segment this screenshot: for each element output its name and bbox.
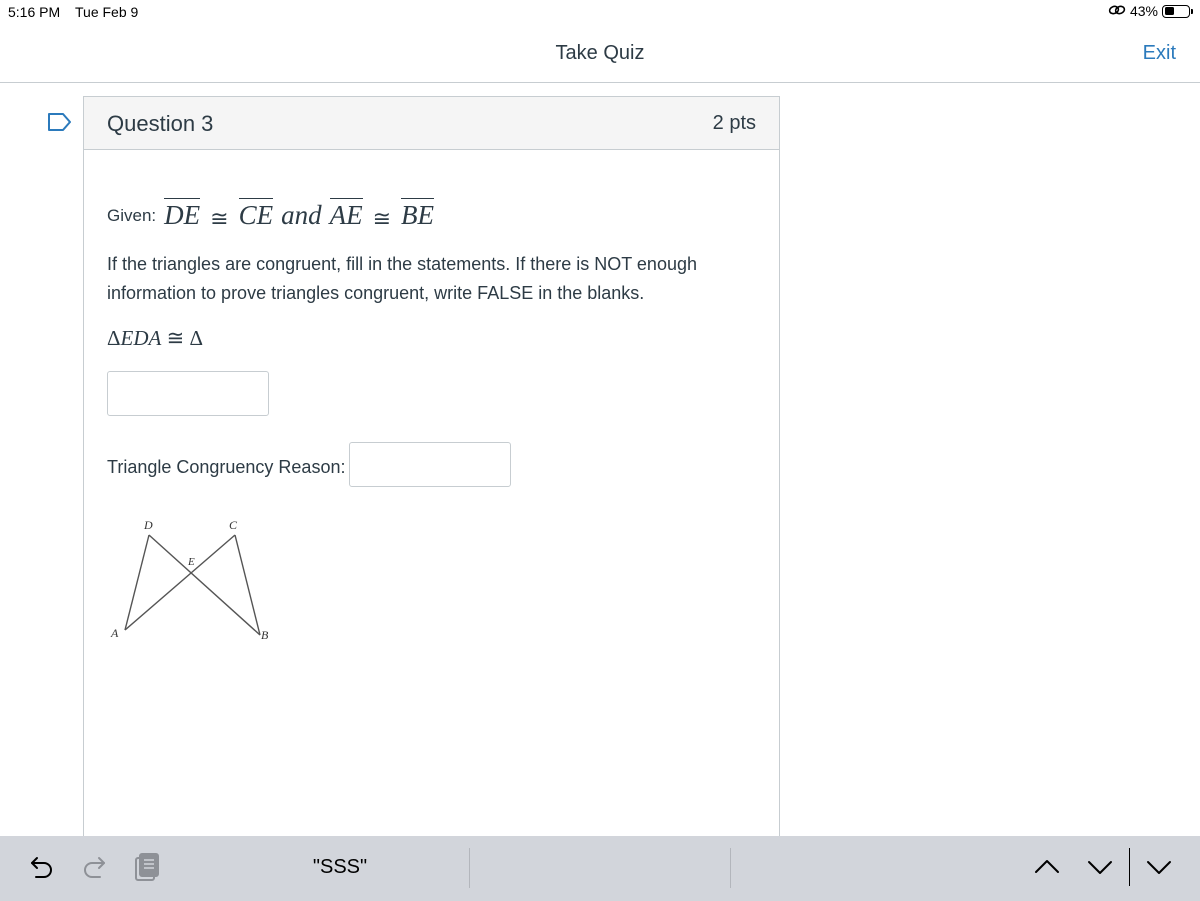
congruent-symbol: ≅ (210, 206, 229, 231)
label-c: C (229, 518, 238, 532)
link-icon (1108, 3, 1126, 19)
given-statement (107, 200, 434, 231)
status-bar (0, 0, 1200, 24)
segment-db-line (149, 535, 260, 635)
question-points: 2 pts (712, 112, 756, 134)
segment-ac-line (125, 535, 235, 630)
battery-icon (1162, 5, 1190, 18)
and-word: and (281, 200, 322, 230)
dismiss-keyboard-icon[interactable] (1146, 860, 1172, 881)
undo-icon[interactable] (28, 852, 56, 887)
label-d: D (144, 518, 153, 532)
question-title: Question 3 (107, 111, 214, 136)
question-instructions: If the triangles are congruent, fill in the statements. If there is NOT enough information to prove triangles congruent, write FALSE in the blanks. (107, 254, 697, 303)
statement-congruent-symbol: ≅ (166, 326, 185, 350)
triangle-answer-input[interactable] (107, 371, 269, 416)
status-date: Tue Feb 9 (75, 4, 139, 20)
triangle-eda: EDA (120, 326, 162, 350)
chevron-up-icon[interactable] (1034, 858, 1060, 879)
label-a: A (111, 626, 119, 640)
keyboard-suggestion[interactable]: "SSS" (312, 856, 368, 878)
segment-be: BE (401, 200, 435, 230)
status-time: 5:16 PM (8, 4, 61, 20)
question-card (83, 96, 780, 856)
paste-icon[interactable] (132, 852, 160, 889)
segment-ad-line (125, 535, 149, 630)
given-math (164, 200, 434, 231)
label-e: E (188, 556, 195, 568)
battery-percent: 43% (1129, 3, 1158, 19)
status-right (1108, 3, 1190, 19)
reason-answer-input[interactable] (349, 442, 511, 487)
flag-icon[interactable] (47, 112, 73, 137)
segment-ce: CE (238, 200, 274, 230)
nav-header (0, 24, 1200, 83)
reason-label: Triangle Congruency Reason: (107, 457, 346, 477)
segment-cb-line (235, 535, 260, 635)
nav-divider (1129, 848, 1130, 886)
keyboard-accessory-bar (0, 836, 1200, 901)
redo-icon[interactable] (80, 852, 108, 887)
battery-fill (1165, 7, 1175, 15)
suggestion-divider-1 (469, 848, 470, 888)
suggestion-divider-2 (730, 848, 731, 888)
chevron-down-icon[interactable] (1087, 860, 1113, 881)
question-header (84, 97, 779, 150)
congruence-statement (107, 326, 203, 351)
segment-ae: AE (329, 200, 363, 230)
triangle-diagram (107, 515, 287, 660)
segment-de: DE (164, 200, 201, 230)
label-b: B (261, 628, 269, 642)
congruent-symbol-2: ≅ (372, 206, 392, 231)
exit-button[interactable]: Exit (1142, 42, 1176, 64)
page-title: Take Quiz (555, 42, 645, 64)
triangle-symbol-2: Δ (189, 326, 203, 350)
triangle-symbol: Δ (107, 326, 121, 350)
given-label: Given: (107, 206, 157, 225)
